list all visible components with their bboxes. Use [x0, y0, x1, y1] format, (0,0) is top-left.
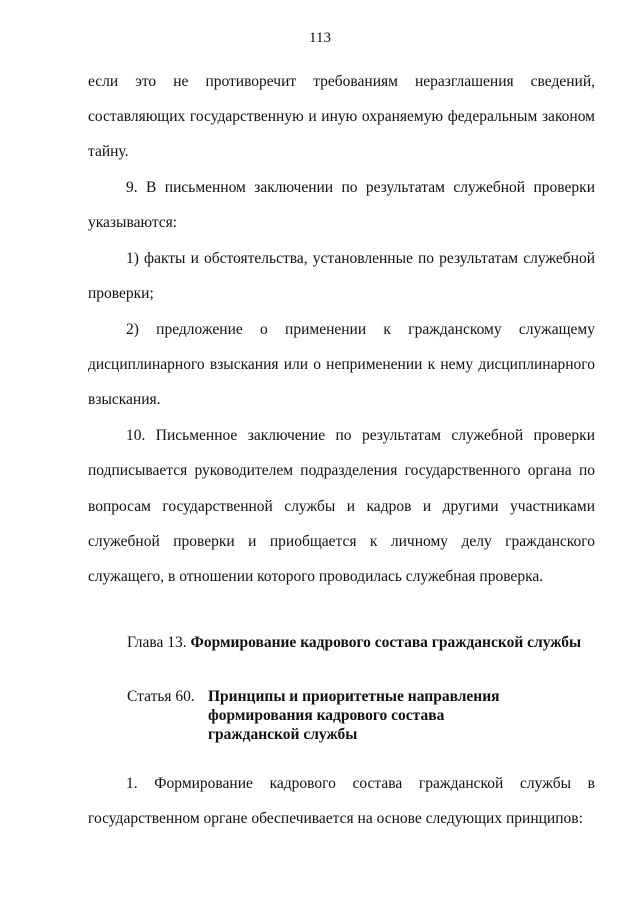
- text-line: 1) факты и обстоятельства, установленные по результатам служебной: [126, 250, 595, 267]
- chapter-label: Глава 13.: [127, 634, 187, 651]
- chapter-title: Формирование кадрового состава гражданской службы: [190, 634, 582, 651]
- text-line: составляющих государственную и иную охраняемую федеральным законом: [88, 108, 595, 125]
- text-line: подписывается руководителем подразделения государственного органа по: [88, 462, 595, 479]
- text-line: взыскания.: [88, 391, 161, 408]
- text-line: служебной проверки и приобщается к личному делу гражданского: [88, 533, 595, 550]
- text-line: дисциплинарного взыскания или о неприменении к нему дисциплинарного: [88, 356, 595, 373]
- text-line: вопросам государственной службы и кадров и другими участниками: [88, 498, 595, 515]
- page-number: 113: [309, 30, 331, 46]
- text-line: проверки;: [88, 285, 154, 302]
- chapter-heading: [127, 633, 581, 653]
- article-title-line: Принципы и приоритетные направления: [208, 688, 500, 705]
- text-line: тайну.: [88, 143, 129, 160]
- text-line: служащего, в отношении которого проводилась служебная проверка.: [88, 568, 544, 585]
- text-line: 1. Формирование кадрового состава гражданской службы в: [126, 775, 595, 792]
- article-title-line: гражданской службы: [208, 726, 358, 743]
- article-label: Статья 60.: [127, 688, 195, 705]
- text-line: 9. В письменном заключении по результатам служебной проверки: [126, 179, 595, 196]
- text-line: государственном органе обеспечивается на основе следующих принципов:: [88, 810, 583, 827]
- text-line: если это не противоречит требованиям неразглашения сведений,: [88, 73, 595, 90]
- article-title-line: формирования кадрового состава: [208, 707, 445, 724]
- article-title: [208, 687, 500, 744]
- text-line: 10. Письменное заключение по результатам служебной проверки: [126, 427, 595, 444]
- text-line: 2) предложение о применении к гражданскому служащему: [126, 321, 595, 338]
- text-line: указываются:: [88, 214, 178, 231]
